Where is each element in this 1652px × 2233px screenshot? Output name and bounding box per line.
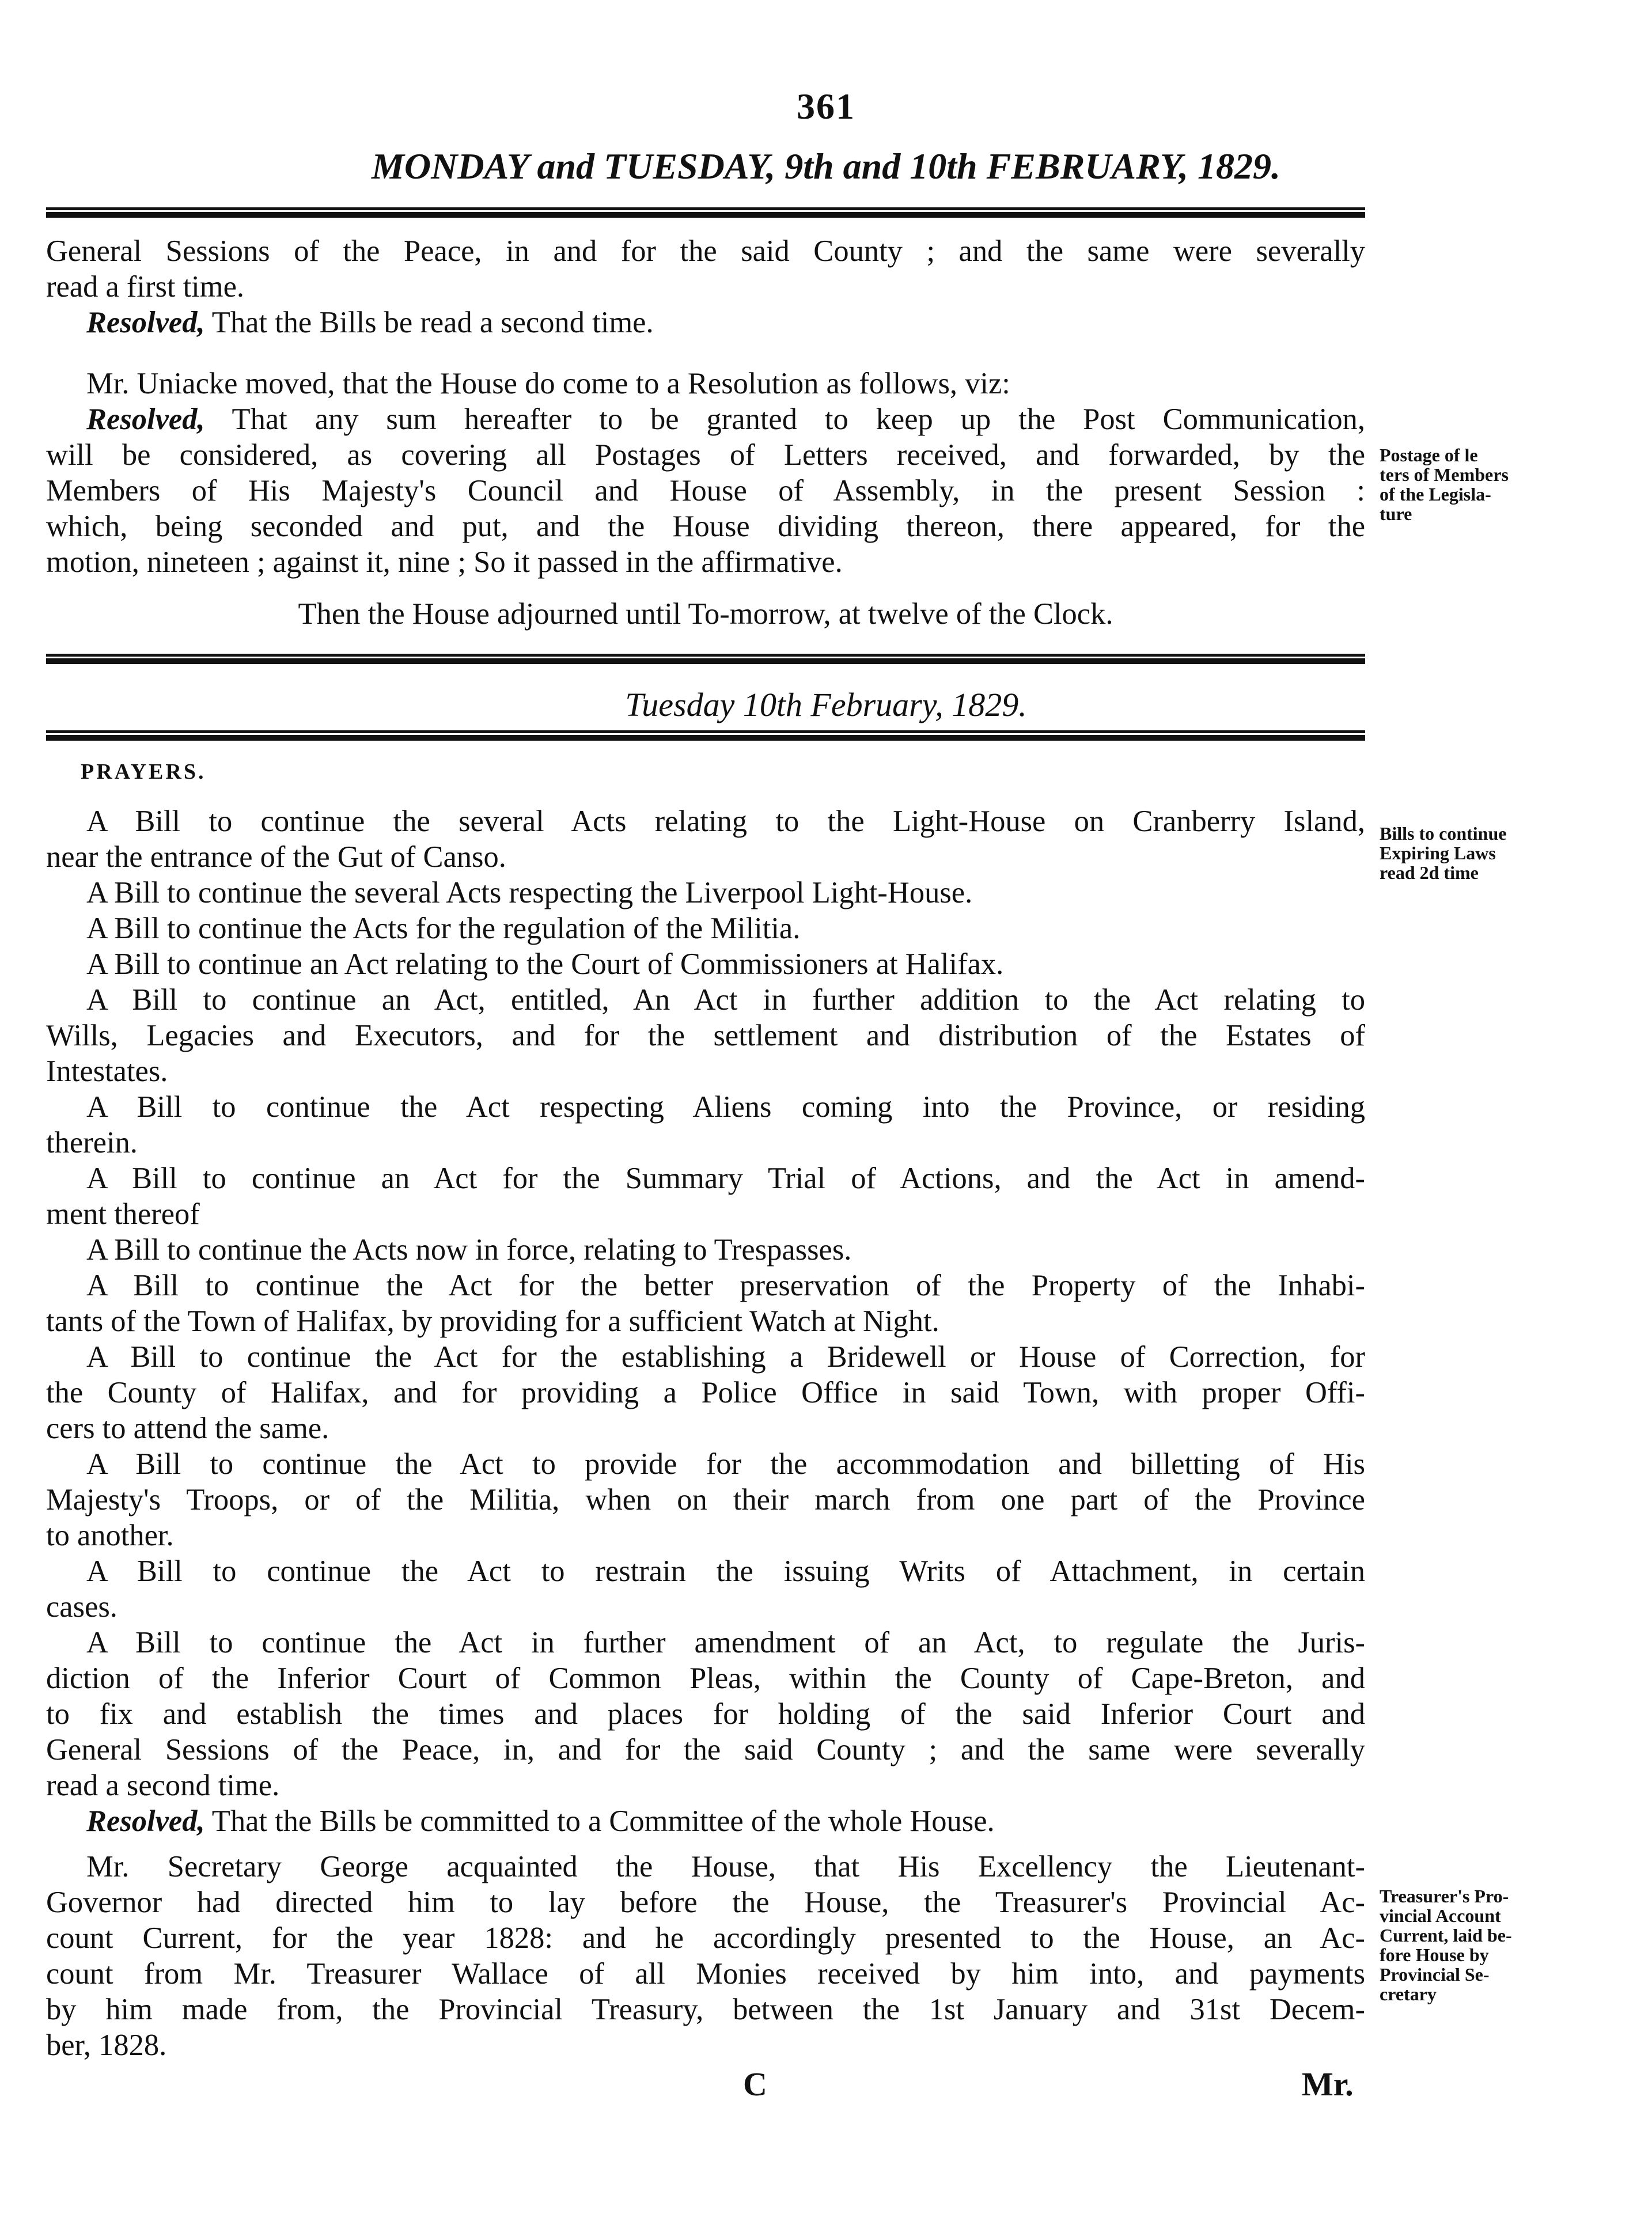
catchword: Mr. xyxy=(1302,2065,1354,2103)
margin-note-bills xyxy=(1380,824,1575,882)
text-line: to another. xyxy=(46,1519,174,1552)
margin-note-line: Current, laid be- xyxy=(1380,1925,1512,1946)
text-line: A Bill to continue the Act in further amendment of an Act, to regulate the Juris- xyxy=(86,1626,1365,1659)
text-line: cers to attend the same. xyxy=(46,1412,329,1445)
running-head: MONDAY and TUESDAY, 9th and 10th FEBRUARY, 1829. xyxy=(372,146,1280,187)
bills-list xyxy=(46,803,1365,1839)
text-line: A Bill to continue the several Acts respecting the Liverpool Light-House. xyxy=(86,876,973,909)
resolved-text: That any sum hereafter to be granted to keep up the Post Communication, xyxy=(204,403,1365,436)
text-line: A Bill to continue an Act relating to the Court of Commissioners at Halifax. xyxy=(86,947,1004,981)
margin-note-line: fore House by xyxy=(1380,1944,1489,1965)
text-line: the County of Halifax, and for providing a Police Office in said Town, with proper Offi- xyxy=(46,1376,1365,1409)
text-line: will be considered, as covering all Postages of Letters received, and forwarded, by the xyxy=(46,438,1365,472)
text-line: General Sessions of the Peace, in and for the said County ; and the same were severally xyxy=(46,234,1365,268)
text-line: A Bill to continue an Act, entitled, An Act in further addition to the Act relating to xyxy=(86,983,1365,1017)
signature-mark: C xyxy=(743,2065,767,2103)
text-line: Governor had directed him to lay before the House, the Treasurer's Provincial Ac- xyxy=(46,1886,1365,1919)
text-line: read a second time. xyxy=(46,1769,280,1802)
text-line: by him made from, the Provincial Treasury, between the 1st January and 31st Decem- xyxy=(46,1993,1365,2026)
resolved-text: That the Bills be committed to a Committee of the whole House. xyxy=(204,1804,995,1838)
text-line: General Sessions of the Peace, in, and for the said County ; and the same were severally xyxy=(46,1733,1365,1766)
resolved-line xyxy=(46,305,1365,340)
uniacke-motion xyxy=(46,366,1365,632)
prayers-label: PRAYERS. xyxy=(81,760,206,784)
margin-note-line: cretary xyxy=(1380,1984,1437,2004)
treasurer-paragraph xyxy=(46,1849,1365,2063)
text-line: diction of the Inferior Court of Common Pleas, within the County of Cape-Breton, and xyxy=(46,1662,1365,1695)
margin-note-postage xyxy=(1380,445,1575,524)
text-line: A Bill to continue the Act to provide for the accommodation and billetting of His xyxy=(86,1447,1365,1481)
margin-note-line: ters of Members xyxy=(1380,464,1509,485)
text-line: Members of His Majesty's Council and House of Assembly, in the present Session : xyxy=(46,474,1365,507)
text-line: therein. xyxy=(46,1126,138,1159)
resolved-text: That the Bills be read a second time. xyxy=(204,306,654,339)
text-line: Intestates. xyxy=(46,1055,168,1088)
adjourn-rule xyxy=(46,654,1365,664)
text-line: ber, 1828. xyxy=(46,2029,167,2062)
resolved-word: Resolved, xyxy=(86,306,205,339)
text-line: tants of the Town of Halifax, by providing for a sufficient Watch at Night. xyxy=(46,1305,939,1338)
text-line: count from Mr. Treasurer Wallace of all Monies received by him into, and payments xyxy=(46,1957,1365,1991)
text-line: Majesty's Troops, or of the Militia, when on their march from one part of the Province xyxy=(46,1483,1365,1517)
text-line: near the entrance of the Gut of Canso. xyxy=(46,840,506,874)
text-line: ment thereof xyxy=(46,1197,200,1231)
adjourn-line: Then the House adjourned until To-morrow, at twelve of the Clock. xyxy=(298,597,1113,631)
spacer xyxy=(46,580,1365,596)
text-line: read a first time. xyxy=(46,270,245,304)
text-line: Mr. Uniacke moved, that the House do come to a Resolution as follows, viz: xyxy=(86,367,1010,400)
text-line: A Bill to continue the Act respecting Aliens coming into the Province, or residing xyxy=(86,1090,1365,1124)
page-number: 361 xyxy=(797,86,855,127)
text-line: Mr. Secretary George acquainted the House, that His Excellency the Lieutenant- xyxy=(86,1850,1365,1883)
text-line: A Bill to continue the Acts for the regulation of the Militia. xyxy=(86,912,801,945)
resolved-line xyxy=(46,401,1365,437)
text-line: A Bill to continue the several Acts relating to the Light-House on Cranberry Island, xyxy=(86,805,1365,838)
margin-note-line: of the Legisla- xyxy=(1380,484,1491,505)
date-rule xyxy=(46,730,1365,741)
resolved-line xyxy=(46,1803,1365,1839)
margin-note-line: read 2d time xyxy=(1380,862,1479,883)
continuation-paragraph xyxy=(46,233,1365,340)
text-line: A Bill to continue the Act for the establishing a Bridewell or House of Correction, for xyxy=(86,1340,1365,1374)
day-date: Tuesday 10th February, 1829. xyxy=(625,686,1027,723)
text-line: count Current, for the year 1828: and he accordingly presented to the House, an Ac- xyxy=(46,1921,1365,1955)
margin-note-line: Provincial Se- xyxy=(1380,1964,1490,1985)
text-line: to fix and establish the times and places for holding of the said Inferior Court and xyxy=(46,1697,1365,1731)
margin-note-treasurer xyxy=(1380,1886,1575,2004)
resolved-word: Resolved, xyxy=(86,403,205,436)
resolved-word: Resolved, xyxy=(86,1804,205,1838)
margin-note-line: Expiring Laws xyxy=(1380,843,1496,863)
text-line: Wills, Legacies and Executors, and for the settlement and distribution of the Estates of xyxy=(46,1019,1365,1052)
header-rule xyxy=(46,207,1365,218)
text-line: which, being seconded and put, and the House dividing thereon, there appeared, for the xyxy=(46,510,1365,543)
text-line: cases. xyxy=(46,1590,118,1624)
margin-note-line: vincial Account xyxy=(1380,1905,1501,1926)
margin-note-line: Postage of le xyxy=(1380,445,1478,465)
text-line: A Bill to continue the Act for the better preservation of the Property of the Inhabi- xyxy=(86,1269,1365,1302)
text-line: A Bill to continue the Act to restrain the issuing Writs of Attachment, in certain xyxy=(86,1555,1365,1588)
text-line: motion, nineteen ; against it, nine ; So it passed in the affirmative. xyxy=(46,545,843,579)
text-line: A Bill to continue an Act for the Summary Trial of Actions, and the Act in amend- xyxy=(86,1162,1365,1195)
text-line: A Bill to continue the Acts now in force, relating to Trespasses. xyxy=(86,1233,852,1267)
margin-note-line: ture xyxy=(1380,503,1412,524)
margin-note-line: Treasurer's Pro- xyxy=(1380,1886,1509,1906)
margin-note-line: Bills to continue xyxy=(1380,823,1507,844)
